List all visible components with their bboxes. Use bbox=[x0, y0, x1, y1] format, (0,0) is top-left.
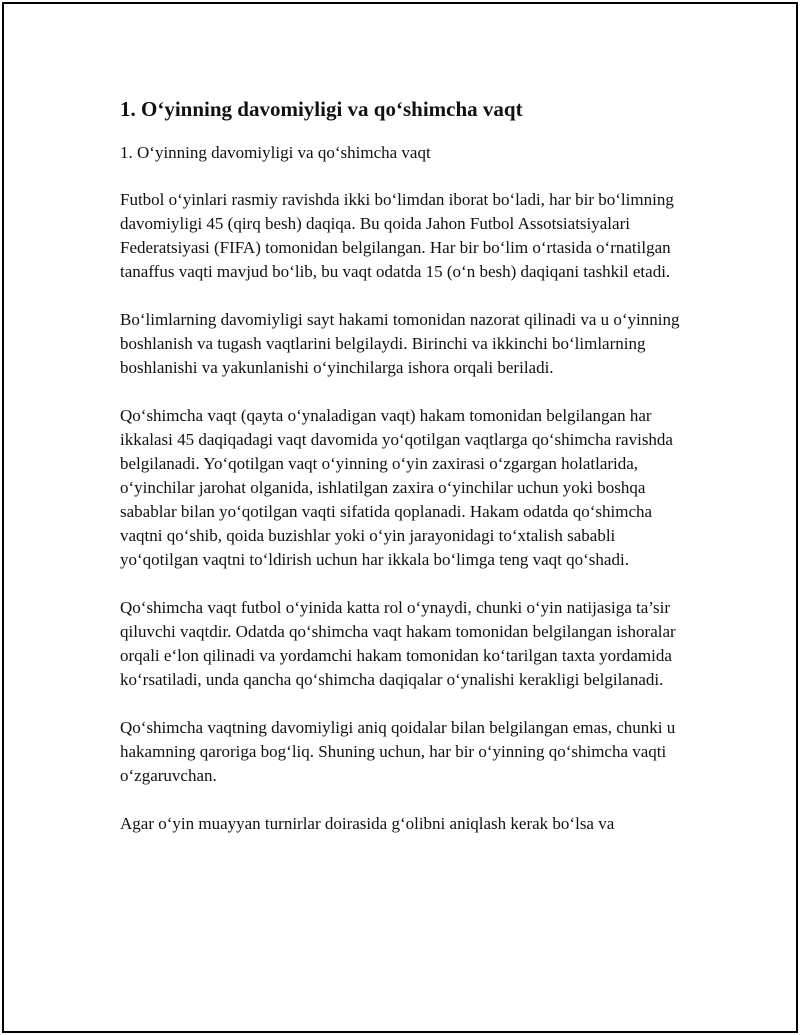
document-body bbox=[120, 95, 690, 860]
paragraph-3: Qo‘shimcha vaqt (qayta o‘ynaladigan vaqt) hakam tomonidan belgilangan har ikkalasi 45 daqiqadagi vaqt davomida yo‘qotilgan vaqtlarga qo‘shimcha ravishda belgilanadi. Yo‘qotilgan vaqt o‘yinning o‘yin zaxirasi o‘zgargan holatlarida, o‘yinchilar jarohat olganida, ishlatilgan zaxira o‘yinchilar uchun yoki boshqa sabablar bilan yo‘qotilgan vaqti sifatida qoplanadi. Hakam odatda qo‘shimcha vaqtni qo‘shib, qoida buzishlar yoki o‘yin jarayonidagi to‘xtalish sababli yo‘qotilgan vaqtni to‘ldirish uchun har ikkala bo‘limga teng vaqt qo‘shadi. bbox=[120, 406, 673, 569]
document-page bbox=[2, 2, 798, 1033]
paragraph-2: Bo‘limlarning davomiyligi sayt hakami tomonidan nazorat qilinadi va u o‘yinning boshlanish va tugash vaqtlarini belgilaydi. Birinchi va ikkinchi bo‘limlarning boshlanishi va yakunlanishi o‘yinchilarga ishora orqali beriladi. bbox=[120, 310, 680, 377]
paragraph-1: Futbol o‘yinlari rasmiy ravishda ikki bo‘limdan iborat bo‘ladi, har bir bo‘limning davomiyligi 45 (qirq besh) daqiqa. Bu qoida Jahon Futbol Assotsiatsiyalari Federatsiyasi (FIFA) tomonidan belgilangan. Har bir bo‘lim o‘rtasida o‘rnatilgan tanaffus vaqti mavjud bo‘lib, bu vaqt odatda 15 (o‘n besh) daqiqani tashkil etadi. bbox=[120, 190, 674, 281]
paragraph-6: Agar o‘yin muayyan turnirlar doirasida g‘olibni aniqlash kerak bo‘lsa va bbox=[120, 814, 615, 833]
document-title: 1. O‘yinning davomiyligi va qo‘shimcha vaqt bbox=[120, 97, 523, 121]
paragraph-5: Qo‘shimcha vaqtning davomiyligi aniq qoidalar bilan belgilangan emas, chunki u hakamning qaroriga bog‘liq. Shuning uchun, har bir o‘yinning qo‘shimcha vaqti o‘zgaruvchan. bbox=[120, 718, 676, 785]
paragraph-4: Qo‘shimcha vaqt futbol o‘yinida katta rol o‘ynaydi, chunki o‘yin natijasiga ta’sir qiluvchi vaqtdir. Odatda qo‘shimcha vaqt hakam tomonidan belgilangan ishoralar orqali e‘lon qilinadi va yordamchi hakam tomonidan ko‘tarilgan taxta yordamida ko‘rsatiladi, unda qancha qo‘shimcha daqiqalar o‘ynalishi kerakligi belgilanadi. bbox=[120, 598, 676, 689]
section-subheading: 1. O‘yinning davomiyligi va qo‘shimcha vaqt bbox=[120, 143, 431, 162]
